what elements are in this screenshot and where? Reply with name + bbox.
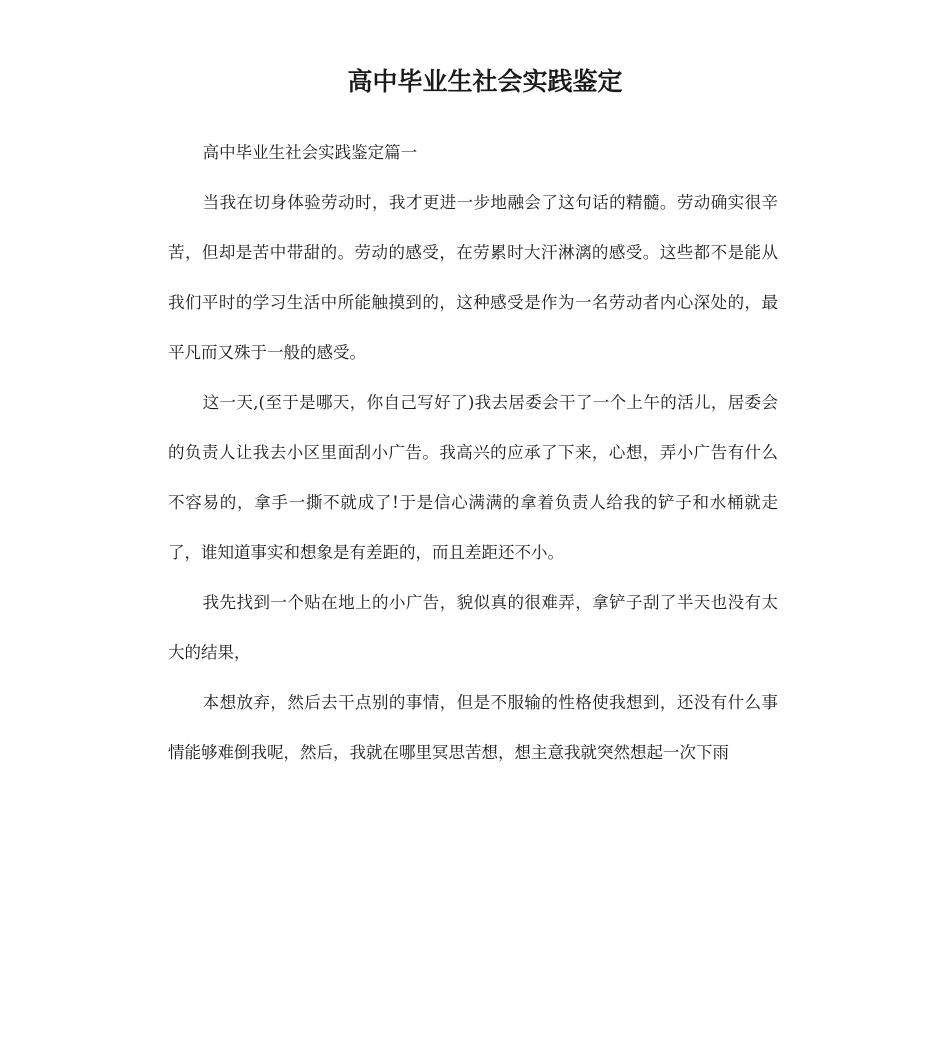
paragraph: 当我在切身体验劳动时，我才更进一步地融会了这句话的精髓。劳动确实很辛苦，但却是苦中带甜的。劳动的感受，在劳累时大汗淋漓的感受。这些都不是能从我们平时的学习生活中所能触摸到的，这种感受是作为一名劳动者内心深处的，最平凡而又殊于一般的感受。 — [168, 193, 778, 362]
paragraph-heading: 高中毕业生社会实践鉴定篇一 — [202, 143, 418, 162]
document-title: 高中毕业生社会实践鉴定 — [347, 67, 623, 96]
paragraph: 我先找到一个贴在地上的小广告，貌似真的很难弄，拿铲子刮了半天也没有太大的结果， — [168, 593, 778, 662]
paragraph: 本想放弃，然后去干点别的事情，但是不服输的性格使我想到，还没有什么事情能够难倒我呢，然后，我就在哪里冥思苦想，想主意我就突然想起一次下雨 — [168, 693, 778, 762]
document-body — [168, 128, 778, 778]
paragraph: 这一天,(至于是哪天，你自己写好了)我去居委会干了一个上午的活儿，居委会的负责人让我去小区里面刮小广告。我高兴的应承了下来，心想，弄小广告有什么不容易的，拿手一撕不就成了!于是信心满满的拿着负责人给我的铲子和水桶就走了，谁知道事实和想象是有差距的，而且差距还不小。 — [168, 393, 778, 562]
